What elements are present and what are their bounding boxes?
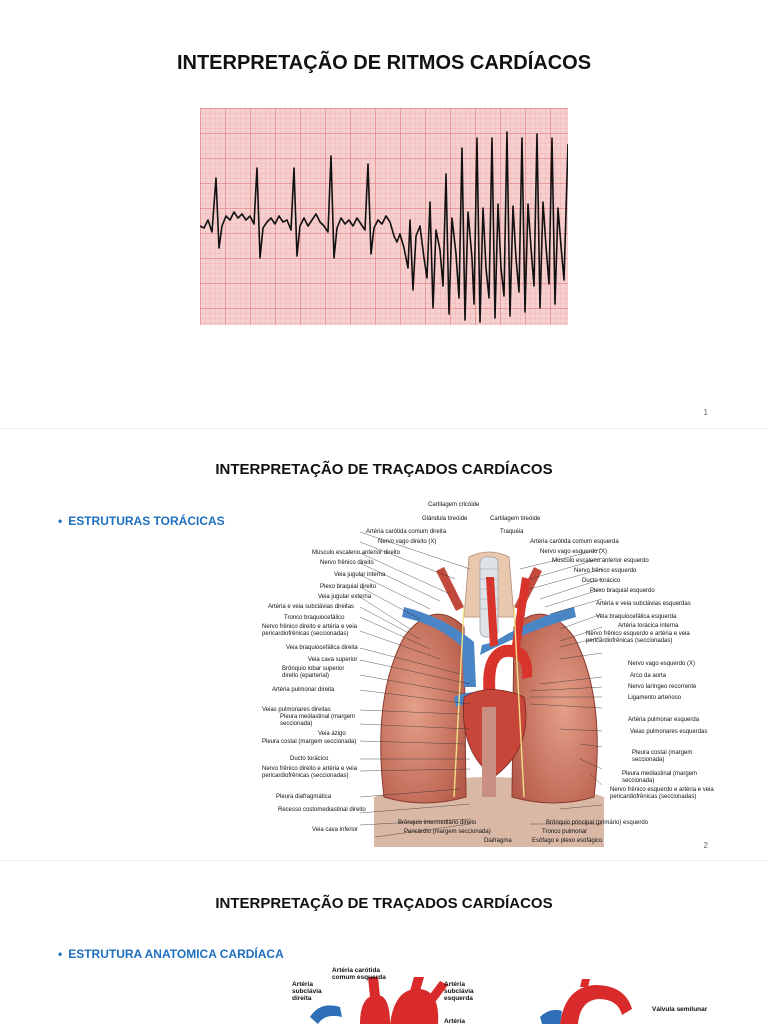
label-left-12: Veia cava superior (308, 657, 358, 663)
label-bottom-2: Pericárdio (margem seccionada) (404, 829, 491, 835)
label-left-7: Veia jugular externa (318, 594, 372, 600)
label-left-22-text: Recesso costomediastinal direito (278, 807, 366, 813)
label-right-5: Ducto torácico (582, 578, 621, 584)
label-right-10-text: Nervo frênico esquerdo e artéria e veia pericardiofrênicas (seccionadas) (586, 631, 690, 644)
slide-3-title: INTERPRETAÇÃO DE TRAÇADOS CARDÍACOS (215, 895, 553, 912)
label-top-1: Cartilagem cricóide (428, 502, 480, 508)
label-left-13-text: Brônquio lobar superior direito (eparterial) (282, 666, 345, 679)
slide-2-page-number: 2 (703, 841, 708, 850)
label-right-9: Artéria torácica interna (618, 623, 679, 629)
label-bottom-1: Brônquio intermediário direito (398, 820, 477, 826)
label-right-15: Artéria pulmonar esquerda (628, 717, 700, 723)
label-left-20 (262, 766, 358, 780)
label-left-3: Músculo escaleno anterior direito (312, 550, 401, 556)
label-right-8: Veia braquiocefálica esquerda (596, 614, 677, 620)
heart-illustration-right (540, 979, 640, 1024)
label-bottom-4: Tronco pulmonar (542, 829, 588, 835)
slide-3-bullet (58, 947, 284, 961)
label-left-10-text: Nervo frênico direito e artéria e veia pericardiofrênicas (seccionadas) (262, 624, 358, 637)
label-left-22 (278, 807, 368, 814)
label-left-18 (262, 739, 358, 746)
label-right-2: Nervo vago esquerdo (X) (540, 549, 608, 555)
slide-3-bullet-text: ESTRUTURA ANATOMICA CARDÍACA (68, 947, 284, 961)
label-bottom-5: Esôfago e plexo esofágico (532, 838, 603, 844)
label-top-2: Glândula tireóide (422, 516, 468, 522)
label-right-13: Nervo laríngeo recorrente (628, 684, 697, 690)
label-left-14: Artéria pulmonar direita (272, 687, 335, 693)
label-right-18-text: Pleura mediastinal (margem seccionada) (622, 771, 698, 784)
label-left-8: Artéria e veia subclávias direitas (268, 604, 355, 610)
ecg-strip (200, 108, 568, 325)
slide-1-page-number: 1 (703, 408, 708, 417)
label-right-3: Músculo escaleno anterior esquerdo (552, 558, 649, 564)
label-left-4: Nervo frênico direito (320, 560, 374, 566)
slide-1-title: INTERPRETAÇÃO DE RITMOS CARDÍACOS (176, 52, 592, 74)
label-left-6: Plexo braquial direito (320, 584, 377, 590)
label-right-4: Nervo frênico esquerdo (574, 568, 637, 574)
label-left-17: Veia ázigo (318, 731, 346, 737)
label-subclavian-left (444, 981, 484, 1002)
label-left-1: Artéria carótida comum direita (366, 529, 447, 535)
label-right-18 (622, 771, 702, 785)
label-left-16 (280, 714, 360, 728)
label-left-19: Ducto torácico (290, 756, 329, 762)
label-right-1: Artéria carótida comum esquerda (530, 539, 619, 545)
label-top-4: Traquéia (500, 529, 524, 535)
slide-2-title: INTERPRETAÇÃO DE TRAÇADOS CARDÍACOS (215, 461, 553, 478)
slide-3 (0, 861, 768, 1024)
label-left-23: Veia cava inferior (312, 827, 359, 833)
label-right-16 (630, 729, 710, 736)
slide-2 (0, 429, 768, 859)
label-carotid-left (332, 967, 392, 981)
label-left-20-text: Nervo frênico direito e artéria e veia pericardiofrênicas (seccionadas) (262, 766, 358, 779)
label-top-3: Cartilagem tireóide (490, 516, 541, 522)
label-artery: Artéria (444, 1018, 465, 1024)
label-left-13 (282, 666, 362, 680)
label-subclavian-right (292, 981, 326, 1002)
label-right-11: Nervo vago esquerdo (X) (628, 661, 696, 667)
label-carotid-left-text: Artéria carótida comum esquerda (332, 967, 386, 981)
label-left-5: Veia jugular interna (334, 572, 386, 578)
label-right-16-text: Veias pulmonares esquerdas (630, 729, 708, 735)
label-subclavian-right-text: Artéria subclávia direita (292, 981, 322, 1002)
label-right-14: Ligamento arterioso (628, 695, 682, 701)
label-right-19 (610, 787, 718, 801)
label-left-15: Veias pulmonares direitas (262, 707, 331, 713)
label-left-11: Veia braquiocefálica direita (286, 645, 358, 651)
label-right-12: Arco da aorta (630, 673, 667, 679)
label-left-9: Tronco braquiocefálico (284, 615, 345, 621)
label-left-2: Nervo vago direito (X) (378, 539, 437, 545)
label-left-10 (262, 624, 360, 638)
label-right-19-text: Nervo frênico esquerdo e artéria e veia pericardiofrênicas (seccionadas) (610, 787, 714, 800)
bullet-dot-3: • (58, 947, 63, 961)
label-left-18-text: Pleura costal (margem seccionada) (262, 739, 357, 745)
slide-2-bullet-text: ESTRUTURAS TORÁCICAS (68, 514, 225, 528)
label-subclavian-left-text: Artéria subclávia esquerda (444, 981, 474, 1002)
label-right-17-text: Pleura costal (margem seccionada) (632, 750, 693, 763)
label-right-17 (632, 750, 702, 764)
label-semilunar-valve: Válvula semilunar (652, 1006, 708, 1013)
label-right-6: Plexo braquial esquerdo (590, 588, 655, 594)
label-right-20: Brônquio principal (primário) esquerdo (546, 820, 649, 826)
label-right-7: Artéria e veia subclávias esquerdas (596, 601, 691, 607)
label-left-21: Pleura diafragmática (276, 794, 332, 800)
bullet-dot: • (58, 514, 63, 528)
label-left-16-text: Pleura mediastinal (margem seccionada) (280, 714, 356, 727)
label-right-10 (586, 631, 712, 645)
slide-1 (0, 0, 768, 428)
label-bottom-3: Diafragma (484, 838, 512, 844)
